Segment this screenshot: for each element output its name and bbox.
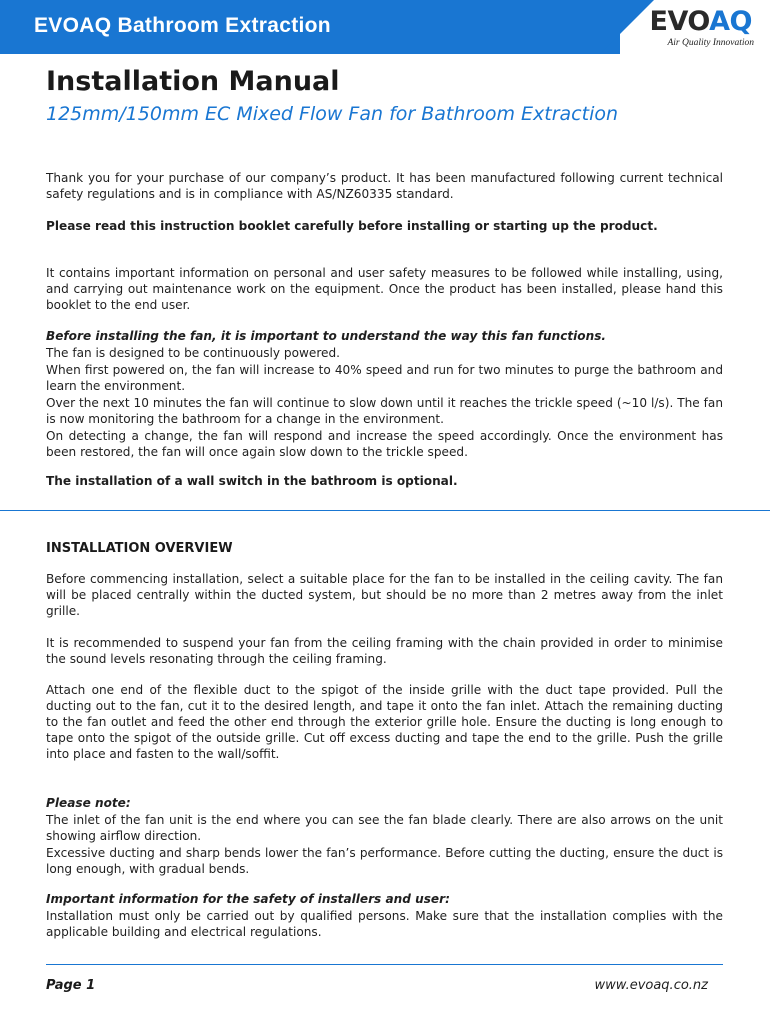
read-carefully-notice: Please read this instruction booklet carefully before installing or starting up the product. (46, 219, 658, 233)
wall-switch-note: The installation of a wall switch in the bathroom is optional. (46, 474, 458, 488)
header-title: EVOAQ Bathroom Extraction (34, 14, 331, 37)
before-installing-heading: Before installing the fan, it is important to understand the way this fan functions. (46, 329, 607, 343)
function-line-2: When first powered on, the fan will increase to 40% speed and run for two minutes to purge the bathroom and learn the environment. (46, 363, 723, 393)
logo-aq: AQ (709, 6, 752, 37)
safety-text: Installation must only be carried out by qualified persons. Make sure that the installation complies with the applicable building and electrical regulations. (46, 909, 723, 939)
page-number: Page 1 (46, 978, 96, 993)
important-info-paragraph: It contains important information on personal and user safety measures to be followed while installing, using, and carrying out maintenance work on the equipment. Once the product has been installed, please hand this booklet to the end user. (46, 266, 723, 312)
logo-wordmark (650, 6, 752, 37)
intro-paragraph: Thank you for your purchase of our company’s product. It has been manufactured following current technical safety regulations and is in compliance with AS/NZ60335 standard. (46, 171, 723, 201)
logo-evo: EVO (649, 6, 710, 37)
safety-heading: Important information for the safety of installers and user: (46, 892, 450, 906)
please-note-line-1: The inlet of the fan unit is the end where you can see the fan blade clearly. There are also arrows on the unit showing airflow direction. (46, 813, 723, 843)
evoaq-logo (640, 4, 760, 54)
page-title: Installation Manual (46, 66, 340, 97)
logo-tagline: Air Quality Innovation (667, 38, 754, 48)
overview-paragraph-1: Before commencing installation, select a suitable place for the fan to be installed in the ceiling cavity. The fan will be placed centrally within the ducted system, but should be no more than 2 metres away from the inlet grille. (46, 572, 723, 618)
website-link[interactable]: www.evoaq.co.nz (594, 978, 708, 993)
footer-rule (46, 964, 723, 965)
overview-paragraph-2: It is recommended to suspend your fan from the ceiling framing with the chain provided in order to minimise the sound levels resonating through the ceiling framing. (46, 636, 723, 666)
function-line-1: The fan is designed to be continuously powered. (46, 346, 340, 360)
overview-paragraph-3: Attach one end of the flexible duct to the spigot of the inside grille with the duct tape provided. Pull the ducting out to the fan, cut it to the desired length, and tape it onto the fan inlet. Attach the remaining ducting to the fan outlet and feed the other end through the exterior grille hole. Ensure the ducting is long enough to tape onto the spigot of the outside grille. Cut off excess ducting and tape the end to the grille. Push the grille into place and fasten to the wall/soffit. (46, 683, 723, 761)
section-divider (0, 510, 770, 511)
please-note-heading: Please note: (46, 796, 131, 810)
please-note-line-2: Excessive ducting and sharp bends lower the fan’s performance. Before cutting the ducting, ensure the duct is long enough, with gradual bends. (46, 846, 723, 876)
page-subtitle: 125mm/150mm EC Mixed Flow Fan for Bathroom Extraction (46, 103, 619, 125)
function-line-4: On detecting a change, the fan will respond and increase the speed accordingly. Once the environment has been restored, the fan will once again slow down to the trickle speed. (46, 429, 723, 459)
function-line-3: Over the next 10 minutes the fan will continue to slow down until it reaches the trickle speed (~10 l/s). The fan is now monitoring the bathroom for a change in the environment. (46, 396, 723, 426)
installation-overview-heading: INSTALLATION OVERVIEW (46, 541, 233, 556)
